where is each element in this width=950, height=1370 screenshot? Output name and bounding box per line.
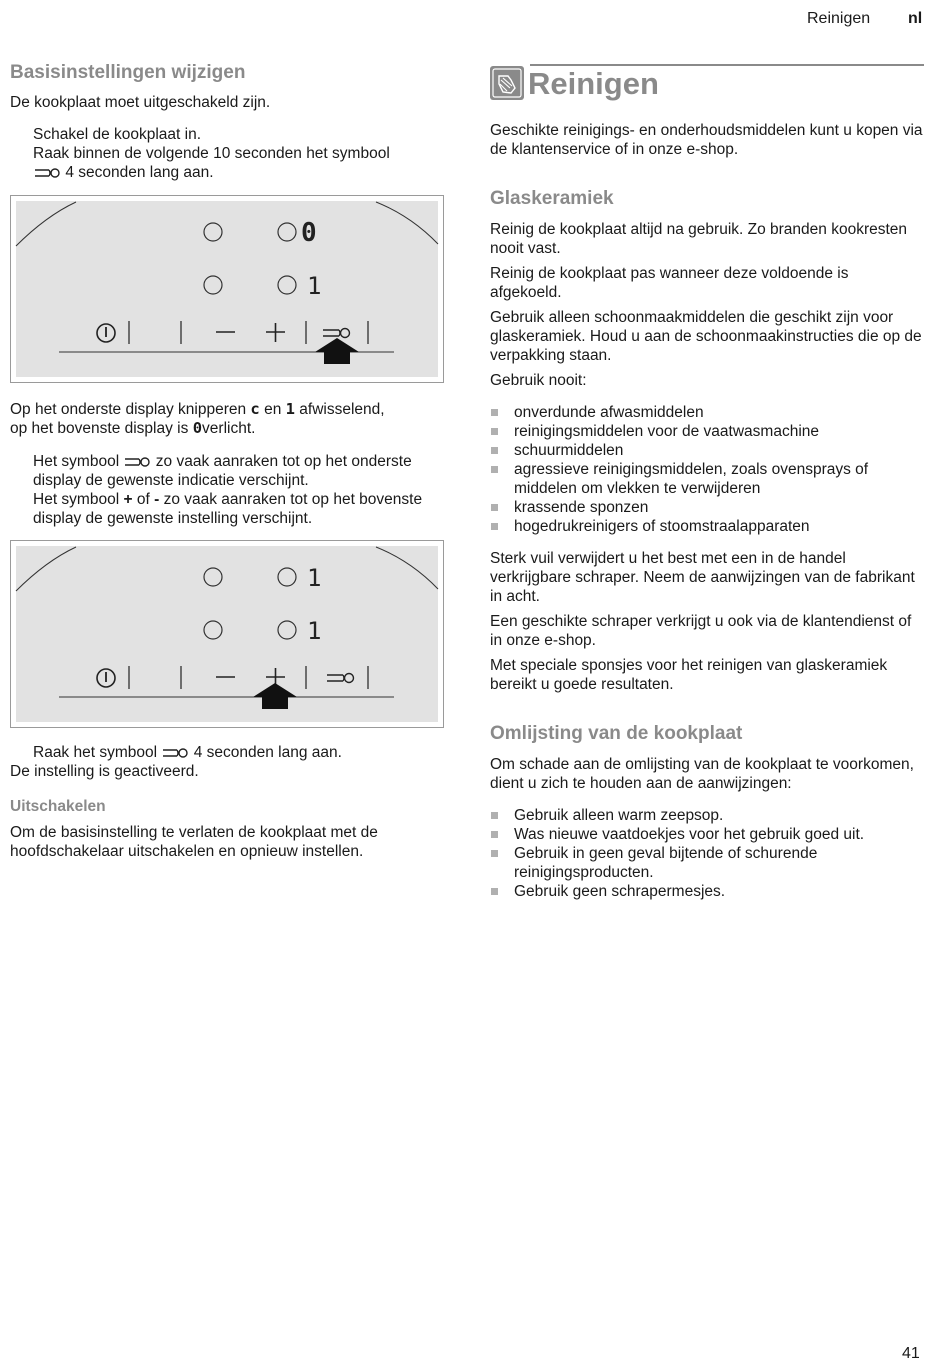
display-symbol-1: 1	[285, 400, 295, 418]
list-item: onverdunde afwasmiddelen	[490, 403, 924, 422]
display-symbol-c: c	[250, 400, 260, 418]
glass-paragraph-5: Sterk vuil verwijdert u het best met een in de handel verkrijgbare schraper. Neem de aanwijzingen van de fabrikant in acht.	[490, 550, 915, 605]
blink-text	[10, 400, 442, 438]
bottom-display-digit: 1	[307, 617, 322, 645]
header-section-label: Reinigen	[807, 10, 871, 27]
step-3	[10, 452, 442, 490]
intro-text: De kookplaat moet uitgeschakeld zijn.	[10, 94, 271, 111]
cleaning-intro: Geschikte reinigings- en onderhoudsmiddelen kunt u kopen via de klantenservice of in onze e-shop.	[490, 122, 923, 158]
glass-ceramic-heading: Glaskeramiek	[490, 188, 614, 209]
glass-paragraph-7: Met speciale sponsjes voor het reinigen van glaskeramiek bereikt u goede resultaten.	[490, 657, 888, 693]
top-display-digit: 0	[301, 218, 317, 248]
left-column	[10, 62, 442, 182]
cleaning-hand-icon	[490, 66, 524, 100]
step-1	[10, 125, 442, 144]
frame-heading: Omlijsting van de kookplaat	[490, 723, 743, 744]
step-text-cont: zo vaak aanraken tot op het bovenste display de gewenste instelling verschijnt.	[33, 491, 423, 527]
right-column	[490, 121, 924, 901]
page-number: 41	[902, 1345, 920, 1362]
frame-list	[490, 806, 924, 901]
step-5	[10, 743, 442, 762]
list-item: Gebruik alleen warm zeepsop.	[490, 806, 924, 825]
list-item: reinigingsmiddelen voor de vaatwasmachine	[490, 422, 924, 441]
left-column-bottom	[10, 743, 442, 861]
step-number	[10, 490, 33, 509]
list-item: Was nieuwe vaatdoekjes voor het gebruik goed uit.	[490, 825, 924, 844]
list-item: schuurmiddelen	[490, 441, 924, 460]
control-panel-diagram-1	[10, 195, 444, 383]
step-text: Schakel de kookplaat in.	[33, 126, 202, 143]
cleaning-heading: Reinigen	[528, 66, 659, 101]
plus-symbol: +	[123, 491, 133, 508]
text: of	[136, 491, 150, 508]
left-column-mid	[10, 400, 442, 528]
step-text: Het symbool	[33, 491, 120, 508]
text: en	[264, 401, 282, 418]
step-number	[10, 743, 33, 762]
glass-paragraph-4: Gebruik nooit:	[490, 372, 587, 389]
step-text: Raak binnen de volgende 10 seconden het symbool	[33, 145, 390, 162]
key-symbol-icon	[161, 747, 189, 759]
never-use-list	[490, 403, 924, 536]
list-item: Gebruik geen schrapermesjes.	[490, 882, 924, 901]
step-text: Het symbool	[33, 453, 120, 470]
frame-paragraph: Om schade aan de omlijsting van de kookplaat te voorkomen, dient u zich te houden aan de aanwijzingen:	[490, 756, 914, 792]
step-number	[10, 452, 33, 471]
step-number	[10, 144, 33, 163]
step-number	[10, 125, 33, 144]
step-text-cont: 4 seconden lang aan.	[193, 744, 342, 761]
text: op het bovenste display is	[10, 420, 189, 437]
top-display-digit: 1	[307, 564, 322, 592]
key-symbol-icon	[33, 167, 61, 179]
text: verlicht.	[202, 420, 256, 437]
bottom-display-digit: 1	[307, 272, 322, 300]
control-panel-diagram-2	[10, 540, 444, 728]
list-item: hogedrukreinigers of stoomstraalapparaten	[490, 517, 924, 536]
basic-settings-heading: Basisinstellingen wijzigen	[10, 62, 246, 83]
step-2	[10, 144, 442, 182]
display-symbol-0: 0	[192, 419, 203, 437]
glass-paragraph-2: Reinig de kookplaat pas wanneer deze voldoende is afgekoeld.	[490, 265, 849, 301]
glass-paragraph-3: Gebruik alleen schoonmaakmiddelen die geschikt zijn voor glaskeramiek. Houd u aan de schoonmaakinstructies die op de verpakking staan.	[490, 309, 922, 364]
step-4	[10, 490, 442, 528]
text: Op het onderste display knipperen	[10, 401, 247, 418]
list-item: agressieve reinigingsmiddelen, zoals ovensprays of middelen om vlekken te verwijderen	[490, 460, 924, 498]
text: afwisselend,	[299, 401, 385, 418]
switch-off-text: Om de basisinstelling te verlaten de kookplaat met de hoofdschakelaar uitschakelen en opnieuw instellen.	[10, 824, 378, 860]
step-text-cont: zo vaak aanraken tot op het onderste display de gewenste indicatie verschijnt.	[33, 453, 412, 489]
step-text: Raak het symbool	[33, 744, 158, 761]
switch-off-heading: Uitschakelen	[10, 798, 106, 815]
glass-paragraph-6: Een geschikte schraper verkrijgt u ook via de klantendienst of in onze e-shop.	[490, 613, 912, 649]
header-language: nl	[908, 10, 923, 27]
glass-paragraph-1: Reinig de kookplaat altijd na gebruik. Zo branden kookresten nooit vast.	[490, 221, 908, 257]
key-symbol-icon	[123, 456, 151, 468]
list-item: Gebruik in geen geval bijtende of schurende reinigingsproducten.	[490, 844, 924, 882]
list-item: krassende sponzen	[490, 498, 924, 517]
step-text-cont: 4 seconden lang aan.	[65, 164, 214, 181]
step-5-result: De instelling is geactiveerd.	[10, 763, 199, 780]
minus-symbol: -	[154, 491, 160, 508]
